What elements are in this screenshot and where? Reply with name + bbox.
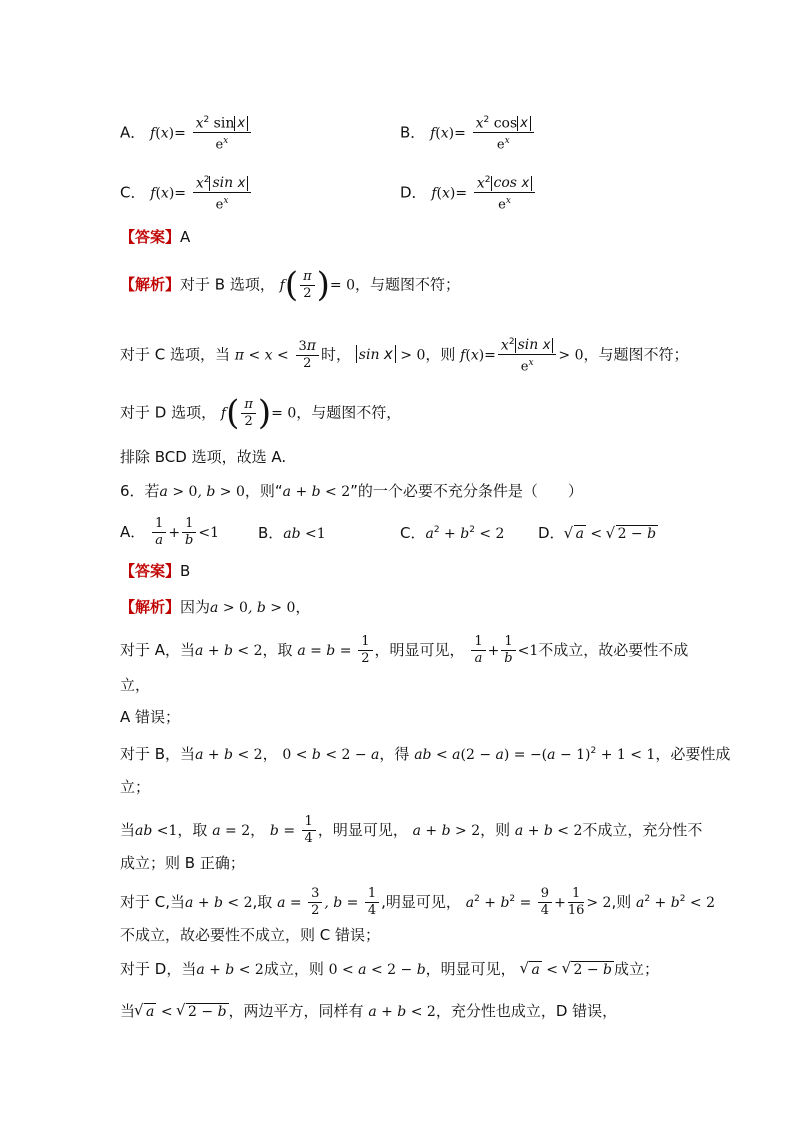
option-b-q6: B．ab <1 — [258, 524, 326, 542]
answer-q6: 【答案】B — [120, 562, 191, 580]
analysis-q6-c1: 对于 C,当a + b < 2,取 a = $\frac{3}{2}$ , b = $\frac{1}{4}$ ,明显可见， $a^2 + b^2$ = $\frac{9}{4}$ + $\frac{1}{16}$ > 2,则 $a^2 + b^2 < 2$ — [120, 886, 715, 918]
analysis-q6-a1-cont: 立， — [120, 676, 151, 694]
analysis-q6-a-wrong: A 错误； — [120, 708, 181, 726]
option-d-q5: D． f(x)= $\frac{x^2 \cos x}{e^x}$ — [400, 172, 537, 214]
analysis-q6-b2-cont: 成立；则 B 正确； — [120, 854, 245, 872]
analysis-q6-d2: 当√ a < √ 2 − b ，两边平方，同样有 a + b < 2，充分性也成立，D 错误， — [120, 1000, 617, 1023]
option-a-q5: A． f(x)= $\frac{x^2 \sin x}{e^x}$ — [120, 112, 253, 154]
analysis-q6-a1: 对于 A，当a + b < 2，取 a = b = $\frac{1}{2}$ ，明显可见， $\frac{1}{a}$ + $\frac{1}{b}$ <1不成立，故必要性不成 — [120, 634, 689, 666]
analysis-q6-b1-cont: 立； — [120, 778, 151, 796]
analysis-q5-line4: 排除 BCD 选项，故选 A. — [120, 448, 287, 466]
analysis-q6-b1: 对于 B，当a + b < 2， 0 < b < 2 − a，得 ab < $a(2 - a) = -(a - 1)^2 + 1 < 1$，必要性成 — [120, 745, 731, 763]
analysis-q5-line2: 对于 C 选项，当 π < x < $\frac{3\pi}{2}$ 时， sin x > 0，则 f(x)= $\frac{x^2 \sin x}{e^x}$ > 0，与题图不符； — [120, 334, 689, 376]
analysis-q6-c1-cont: 不成立，故必要性不成立，则 C 错误； — [120, 926, 381, 944]
option-b-q5: B． f(x)= $\frac{x^2 \cos x}{e^x}$ — [400, 112, 536, 154]
option-d-q6: D．√ a < √ 2 − b — [538, 522, 658, 543]
answer-q5: 【答案】A — [120, 228, 191, 246]
analysis-q6-d1: 对于 D，当a + b < 2成立，则 0 < a < 2 − b，明显可见， √ a < √ 2 − b 成立； — [120, 958, 659, 981]
analysis-q5-line3: 对于 D 选项， f( $\frac{\pi}{2}$ )= 0，与题图不符， — [120, 393, 402, 433]
analysis-q6-intro: 【解析】因为a > 0, b > 0， — [120, 598, 311, 616]
option-c-q6: C．$a^2 + b^2 < 2$ — [400, 524, 505, 542]
analysis-q5-line1: 【解析】对于 B 选项， f( $\frac{\pi}{2}$ )= 0，与题图不符； — [120, 265, 460, 305]
option-a-q6: A． $\frac{1}{a}$ + $\frac{1}{b}$ <1 — [120, 516, 219, 548]
question-6-stem: 6．若a > 0, b > 0，则“a + b < 2”的一个必要不充分条件是（ ） — [120, 482, 583, 500]
option-c-q5: C． f(x)= $\frac{x^2 \sin x}{e^x}$ — [120, 172, 253, 214]
analysis-q6-b2: 当ab <1，取 a = 2， b = $\frac{1}{4}$ ，明显可见， a + b > 2，则 a + b < 2不成立，充分性不 — [120, 814, 703, 846]
